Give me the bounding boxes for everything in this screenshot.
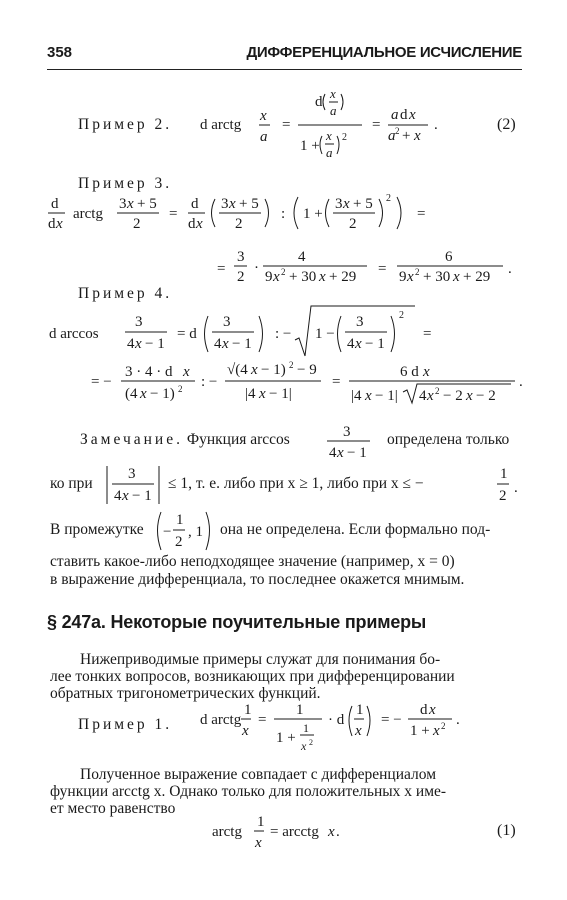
remark-half-fraction xyxy=(494,464,524,506)
svg-text:1: 1 xyxy=(257,814,265,830)
closing-line-3: ет место равенство xyxy=(50,800,176,817)
svg-text:2: 2 xyxy=(415,267,420,277)
svg-text:x: x xyxy=(427,388,434,404)
svg-text:= −: = − xyxy=(381,712,402,728)
svg-text:3: 3 xyxy=(223,314,231,330)
svg-text:1: 1 xyxy=(296,702,304,718)
svg-text:+ 30: + 30 xyxy=(289,269,317,285)
remark-line-2b: ≤ 1, т. е. либо при x ≥ 1, либо при x ≤ − xyxy=(168,475,424,492)
svg-text:.: . xyxy=(336,824,340,840)
svg-text:x: x xyxy=(135,336,142,352)
svg-text:arctg: arctg xyxy=(212,824,242,840)
example-1b-label: Пример 1. xyxy=(78,716,173,733)
svg-text:x: x xyxy=(466,388,473,404)
svg-text:4: 4 xyxy=(298,249,306,265)
svg-text:x: x xyxy=(251,362,258,378)
svg-text:1 +: 1 + xyxy=(276,730,296,746)
svg-text:= arcctg: = arcctg xyxy=(270,824,319,840)
svg-text:3: 3 xyxy=(119,196,127,212)
remark-label: Замечание. xyxy=(80,431,183,448)
svg-text:a: a xyxy=(330,103,337,118)
svg-text:=: = xyxy=(372,117,381,133)
svg-text:2: 2 xyxy=(175,534,183,550)
svg-text:x: x xyxy=(343,196,350,212)
remark-line-5: в выражение дифференциала, то последнее окажется мнимым. xyxy=(50,571,465,588)
example-1b-formula xyxy=(190,700,470,770)
svg-text:a: a xyxy=(326,145,333,160)
svg-text:2: 2 xyxy=(395,126,400,136)
svg-text:= −: = − xyxy=(91,374,112,390)
svg-text:= d: = d xyxy=(177,326,197,342)
example-4-formula xyxy=(45,304,530,414)
svg-text:a: a xyxy=(388,128,396,144)
svg-text:− 1: − 1 xyxy=(232,336,252,352)
svg-text:x: x xyxy=(429,702,436,718)
closing-equation xyxy=(208,814,368,856)
svg-text:x: x xyxy=(273,269,280,285)
svg-text:.: . xyxy=(514,480,518,496)
svg-text:1 +: 1 + xyxy=(300,138,320,154)
svg-text:9: 9 xyxy=(399,269,407,285)
svg-text:: −: : − xyxy=(201,374,218,390)
svg-text:d: d xyxy=(191,196,199,212)
svg-text:|4: |4 xyxy=(245,386,256,402)
svg-text:x: x xyxy=(319,269,326,285)
running-header xyxy=(47,44,522,66)
svg-text:2: 2 xyxy=(499,488,507,504)
svg-text:2: 2 xyxy=(349,216,357,232)
svg-text:− 1|: − 1| xyxy=(269,386,292,402)
svg-text:1: 1 xyxy=(244,702,252,718)
svg-text:.: . xyxy=(519,374,523,390)
svg-text:x: x xyxy=(140,386,147,402)
svg-text:arctg: arctg xyxy=(73,206,103,222)
svg-text:x: x xyxy=(301,739,307,753)
svg-text:2: 2 xyxy=(178,384,183,394)
svg-text:=: = xyxy=(217,261,226,277)
svg-text:3 · 4 · d: 3 · 4 · d xyxy=(125,364,173,380)
intro-line-3: обратных тригонометрических функций. xyxy=(50,685,321,702)
remark-line-2a: ко при xyxy=(50,475,93,492)
svg-text:d arctg: d arctg xyxy=(200,712,242,728)
closing-eq-number: (1) xyxy=(497,822,516,839)
svg-text::: : xyxy=(281,206,286,222)
svg-text:4: 4 xyxy=(419,388,427,404)
svg-text:+ 5: + 5 xyxy=(353,196,373,212)
svg-text:a: a xyxy=(260,129,268,145)
svg-text:x: x xyxy=(355,723,362,739)
svg-text:3: 3 xyxy=(221,196,229,212)
svg-text:+: + xyxy=(402,128,411,144)
svg-text:+ 29: + 29 xyxy=(329,269,357,285)
svg-text:· d: · d xyxy=(328,712,345,728)
svg-text:− 1): − 1) xyxy=(261,362,286,378)
svg-text:− 2: − 2 xyxy=(476,388,496,404)
svg-text:− 1: − 1 xyxy=(145,336,165,352)
svg-text:x: x xyxy=(453,269,460,285)
svg-text:=: = xyxy=(417,206,426,222)
svg-text:d: d xyxy=(420,702,428,718)
svg-text:x: x xyxy=(337,445,344,461)
svg-text:=: = xyxy=(332,374,341,390)
running-title: ДИФФЕРЕНЦИАЛЬНОЕ ИСЧИСЛЕНИЕ xyxy=(246,44,522,61)
svg-text:1 +: 1 + xyxy=(410,723,430,739)
example-2-eq-number: (2) xyxy=(497,116,516,133)
remark-text-1: Функция arccos xyxy=(186,431,290,448)
svg-text:=: = xyxy=(423,326,432,342)
svg-text:2: 2 xyxy=(235,216,243,232)
example-3-label: Пример 3. xyxy=(78,175,173,192)
svg-text:− 1|: − 1| xyxy=(375,388,398,404)
svg-text:x: x xyxy=(222,336,229,352)
svg-text:2: 2 xyxy=(289,360,294,370)
svg-text:9: 9 xyxy=(265,269,273,285)
remark-line-3b: она не определена. Если формально под- xyxy=(220,521,491,538)
svg-text:.: . xyxy=(508,261,512,277)
svg-text:− 1: − 1 xyxy=(132,488,152,504)
svg-text:4: 4 xyxy=(114,488,122,504)
svg-text:3: 3 xyxy=(237,249,245,265)
svg-text:− 9: − 9 xyxy=(297,362,317,378)
svg-text:|4: |4 xyxy=(351,388,362,404)
page-number: 358 xyxy=(47,44,73,61)
svg-text:+ 5: + 5 xyxy=(137,196,157,212)
svg-text:4: 4 xyxy=(214,336,222,352)
svg-text:+ 29: + 29 xyxy=(463,269,491,285)
example-3-formula xyxy=(45,193,525,293)
svg-text:− 1: − 1 xyxy=(365,336,385,352)
svg-text:x: x xyxy=(409,107,416,123)
remark-fraction xyxy=(322,424,382,464)
svg-text:+ 30: + 30 xyxy=(423,269,451,285)
svg-text:1: 1 xyxy=(356,702,364,718)
svg-text:x: x xyxy=(407,269,414,285)
svg-text:4: 4 xyxy=(347,336,355,352)
svg-text:− 1: − 1 xyxy=(347,445,367,461)
svg-text:d: d xyxy=(48,216,56,232)
section-title: § 247а. Некоторые поучительные примеры xyxy=(47,612,427,632)
svg-text:√(4: √(4 xyxy=(227,362,248,378)
svg-text:2: 2 xyxy=(435,386,440,396)
svg-text:2: 2 xyxy=(399,310,404,321)
svg-text:x: x xyxy=(56,216,63,232)
svg-text:d: d xyxy=(400,107,408,123)
svg-text:.: . xyxy=(434,117,438,133)
intro-line-1: Нижеприводимые примеры служат для понимания бо- xyxy=(80,651,441,668)
svg-text:1 +: 1 + xyxy=(303,206,323,222)
example-4-label: Пример 4. xyxy=(78,285,173,302)
svg-text:=: = xyxy=(169,206,178,222)
svg-text:2: 2 xyxy=(386,193,391,204)
svg-text:x: x xyxy=(326,128,332,143)
svg-text:d: d xyxy=(188,216,196,232)
svg-text:x: x xyxy=(423,364,430,380)
svg-text:3: 3 xyxy=(135,314,143,330)
svg-text:=: = xyxy=(282,117,291,133)
svg-text:1: 1 xyxy=(176,512,184,528)
intro-line-2: лее тонких вопросов, возникающих при дифференцировании xyxy=(50,668,455,685)
svg-text:.: . xyxy=(456,712,460,728)
svg-text:x: x xyxy=(183,364,190,380)
remark-abs-fraction xyxy=(104,464,166,506)
closing-line-1: Полученное выражение совпадает с дифференциалом xyxy=(80,766,437,783)
svg-text:d arctg: d arctg xyxy=(200,117,242,133)
svg-text:x: x xyxy=(229,196,236,212)
svg-text:x: x xyxy=(255,835,262,851)
svg-text:x: x xyxy=(259,386,266,402)
svg-text:2: 2 xyxy=(441,721,446,731)
svg-text:d arccos: d arccos xyxy=(49,326,99,342)
svg-text:x: x xyxy=(433,723,440,739)
svg-text:+ 5: + 5 xyxy=(239,196,259,212)
svg-text:(4: (4 xyxy=(125,386,138,402)
svg-text:x: x xyxy=(127,196,134,212)
remark-line-4: ставить какое-либо неподходящее значение (например, x = 0) xyxy=(50,553,455,570)
svg-text:−: − xyxy=(163,524,172,540)
svg-text:2: 2 xyxy=(281,267,286,277)
remark-line-3a: В промежутке xyxy=(50,521,144,538)
svg-text:2: 2 xyxy=(237,269,245,285)
svg-text:3: 3 xyxy=(335,196,343,212)
svg-text:·: · xyxy=(254,260,259,276)
svg-text:: −: : − xyxy=(275,326,292,342)
svg-text:x: x xyxy=(365,388,372,404)
svg-text:x: x xyxy=(355,336,362,352)
header-rule xyxy=(47,69,522,70)
svg-text:4: 4 xyxy=(329,445,337,461)
svg-text:2: 2 xyxy=(133,216,141,232)
svg-text:6 d: 6 d xyxy=(400,364,419,380)
svg-text:x: x xyxy=(196,216,203,232)
example-2-formula xyxy=(190,86,450,166)
svg-text:3: 3 xyxy=(356,314,364,330)
svg-text:3: 3 xyxy=(343,424,351,440)
svg-text:a: a xyxy=(391,107,399,123)
svg-text:x: x xyxy=(328,824,335,840)
svg-text:x: x xyxy=(122,488,129,504)
svg-text:1: 1 xyxy=(303,721,309,735)
svg-text:x: x xyxy=(260,108,267,124)
svg-text:4: 4 xyxy=(127,336,135,352)
remark-text-2: определена только xyxy=(387,431,510,448)
svg-text:, 1: , 1 xyxy=(188,524,203,540)
closing-line-2: функции arcctg x. Однако только для положительных x име- xyxy=(50,783,447,800)
svg-text:=: = xyxy=(378,261,387,277)
svg-text:1: 1 xyxy=(500,466,508,482)
svg-text:x: x xyxy=(414,128,421,144)
svg-text:6: 6 xyxy=(445,249,453,265)
svg-text:1 −: 1 − xyxy=(315,326,335,342)
svg-text:3: 3 xyxy=(128,466,136,482)
svg-text:− 2: − 2 xyxy=(443,388,463,404)
svg-text:x: x xyxy=(242,723,249,739)
remark-line-1 xyxy=(80,430,290,450)
svg-text:2: 2 xyxy=(342,132,347,143)
svg-text:d: d xyxy=(51,196,59,212)
svg-text:2: 2 xyxy=(309,738,313,747)
svg-text:d: d xyxy=(315,94,323,110)
example-2-label: Пример 2. xyxy=(78,116,173,133)
remark-interval xyxy=(155,510,217,552)
svg-text:− 1): − 1) xyxy=(150,386,175,402)
svg-text:x: x xyxy=(330,86,336,101)
svg-text:=: = xyxy=(258,712,267,728)
